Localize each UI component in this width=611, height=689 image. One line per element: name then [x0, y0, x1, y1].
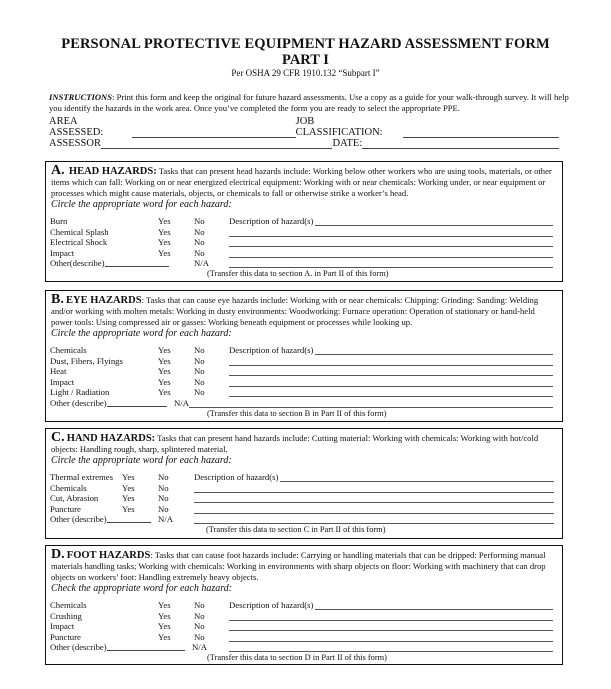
- other-label: Other (describe): [50, 642, 107, 652]
- no-option[interactable]: No: [194, 387, 205, 397]
- section-hand-hazards: [45, 428, 563, 539]
- hazard-row: [46, 345, 562, 356]
- hazard-row: [46, 387, 562, 398]
- yes-option[interactable]: Yes: [158, 355, 171, 366]
- description-label: Description of hazard(s): [194, 472, 279, 482]
- yes-option[interactable]: Yes: [158, 610, 171, 621]
- no-option[interactable]: No: [158, 472, 169, 482]
- section-description: Tasks that can present head hazards include: Working below other workers who are using tools, materials, or other items which can fall: Working on or near energized electrical equipment: Working with or near chemicals: Working under, or near equipment or processes which might cause materials, objects, or chemicals to fall or otherwise strike a worker’s head.: [51, 166, 552, 198]
- hazard-rows: [46, 472, 562, 534]
- description-field[interactable]: [315, 345, 553, 355]
- hazard-label: Puncture: [50, 631, 81, 642]
- no-option[interactable]: No: [194, 237, 205, 247]
- form-part: PART I: [282, 52, 329, 68]
- hazard-label: Chemicals: [50, 600, 87, 610]
- description-label: Description of hazard(s): [229, 600, 314, 610]
- hazard-row-other: [46, 258, 562, 269]
- section-letter: B.: [51, 292, 64, 307]
- hazard-row: [46, 600, 562, 611]
- yes-option[interactable]: Yes: [122, 482, 135, 493]
- no-option[interactable]: No: [194, 355, 205, 366]
- description-field[interactable]: [194, 504, 554, 514]
- description-field[interactable]: [194, 514, 554, 524]
- section-name: HEAD HAZARDS:: [68, 166, 157, 177]
- no-option[interactable]: No: [158, 493, 169, 503]
- hazard-label: Heat: [50, 366, 67, 376]
- description-field[interactable]: [229, 258, 553, 268]
- hazard-label: Cut, Abrasion: [50, 493, 99, 503]
- hazard-rows: [46, 216, 562, 278]
- section-description: : Tasks that can cause foot hazards include: Carrying or handling materials that can be dripped: Performing manual materials handling tasks; Working with chemicals: Working in environments with sharp objects on floor: Working with machinery that can drop objects on workers’ foot: Handling extremely heavy objects.: [51, 550, 546, 582]
- section-name: HAND HAZARDS:: [66, 433, 156, 444]
- job-classification-label: JOB CLASSIFICATION:: [295, 116, 383, 138]
- hazard-label: Electrical Shock: [50, 237, 108, 247]
- description-field[interactable]: [229, 611, 553, 621]
- section-instruction: Circle the appropriate word for each hazard:: [51, 199, 232, 210]
- form-title: PERSONAL PROTECTIVE EQUIPMENT HAZARD ASSESSMENT FORM: [61, 36, 550, 52]
- no-option[interactable]: No: [194, 216, 205, 226]
- no-option[interactable]: No: [194, 610, 205, 621]
- yes-option[interactable]: Yes: [122, 493, 135, 503]
- description-field[interactable]: [229, 366, 553, 376]
- date-label: DATE:: [332, 138, 363, 149]
- hazard-row: [46, 621, 562, 632]
- no-option[interactable]: No: [158, 482, 169, 493]
- hazard-label: Impact: [50, 376, 75, 387]
- hazard-label: Chemicals: [50, 345, 87, 355]
- yes-option[interactable]: Yes: [158, 376, 171, 387]
- description-field[interactable]: [280, 472, 554, 482]
- description-field[interactable]: [189, 398, 553, 408]
- yes-option[interactable]: Yes: [158, 387, 171, 397]
- hazard-row: [46, 237, 562, 248]
- yes-option[interactable]: Yes: [158, 366, 171, 376]
- yes-option[interactable]: Yes: [158, 345, 171, 355]
- description-field[interactable]: [229, 377, 553, 387]
- hazard-row: [46, 472, 562, 483]
- other-describe-field[interactable]: [107, 398, 167, 407]
- no-option[interactable]: No: [194, 376, 205, 387]
- yes-option[interactable]: Yes: [158, 600, 171, 610]
- description-label: Description of hazard(s): [229, 345, 314, 355]
- hazard-row: [46, 356, 562, 367]
- transfer-note: (Transfer this data to section B in Part II of this form): [207, 409, 387, 418]
- hazard-rows: [46, 345, 562, 418]
- section-instruction: Check the appropriate word for each hazard:: [51, 583, 233, 594]
- other-label: Other(describe): [50, 258, 105, 268]
- na-option[interactable]: N/A: [158, 514, 173, 524]
- section-eye-hazards: [45, 290, 563, 422]
- na-option[interactable]: N/A: [174, 397, 189, 408]
- other-label: Other (describe): [50, 398, 107, 408]
- description-field[interactable]: [229, 621, 553, 631]
- description-label: Description of hazard(s): [229, 216, 314, 226]
- hazard-label: Chemicals: [50, 482, 87, 493]
- section-name: EYE HAZARDS: [66, 295, 142, 306]
- no-option[interactable]: No: [194, 247, 205, 258]
- hazard-row: [46, 483, 562, 494]
- assessor-date-row: [49, 137, 559, 149]
- yes-option[interactable]: Yes: [158, 237, 171, 247]
- yes-option[interactable]: Yes: [158, 247, 171, 258]
- hazard-rows: [46, 600, 562, 662]
- hazard-label: Chemical Splash: [50, 226, 109, 237]
- description-field[interactable]: [229, 227, 553, 237]
- assessor-label: ASSESSOR: [49, 138, 101, 149]
- no-option[interactable]: No: [194, 366, 205, 376]
- section-description: : Tasks that can cause eye hazards include: Working with or near chemicals: Chipping: Grinding: Sanding: Welding and/or working with molten metals: Working in dusty environments: Woodworking: Furnace operation: Operation of stationary or hand-held power tools: Using compressed air or gasses: Working beneath equipment or processes while looking up.: [51, 295, 539, 327]
- date-field[interactable]: [362, 137, 559, 149]
- hazard-row: [46, 611, 562, 622]
- yes-option[interactable]: Yes: [158, 226, 171, 237]
- section-letter: A.: [51, 163, 65, 178]
- hazard-label: Puncture: [50, 503, 81, 514]
- section-instruction: Circle the appropriate word for each hazard:: [51, 455, 232, 466]
- hazard-row: [46, 493, 562, 504]
- description-field[interactable]: [194, 483, 554, 493]
- transfer-note: (Transfer this data to section D in Part II of this form): [207, 653, 387, 662]
- description-field[interactable]: [194, 493, 554, 503]
- other-describe-field[interactable]: [107, 514, 151, 523]
- area-assessed-label: AREA ASSESSED:: [49, 116, 104, 138]
- na-option[interactable]: N/A: [194, 258, 209, 268]
- yes-option[interactable]: Yes: [122, 472, 135, 482]
- no-option[interactable]: No: [194, 345, 205, 355]
- description-field[interactable]: [229, 237, 553, 247]
- hazard-label: Burn: [50, 216, 68, 226]
- hazard-row: [46, 248, 562, 259]
- section-foot-hazards: [45, 545, 563, 665]
- description-field[interactable]: [229, 632, 553, 642]
- hazard-label: Dust, Fibers, Flyings: [50, 355, 123, 366]
- other-describe-field[interactable]: [107, 642, 185, 651]
- yes-option[interactable]: Yes: [158, 621, 171, 631]
- instructions-label: INSTRUCTIONS: [49, 92, 113, 102]
- section-name: FOOT HAZARDS: [66, 550, 151, 561]
- hazard-row-other: [46, 642, 562, 653]
- hazard-row: [46, 632, 562, 643]
- hazard-row: [46, 216, 562, 227]
- hazard-row: [46, 377, 562, 388]
- hazard-row: [46, 504, 562, 515]
- description-field[interactable]: [229, 248, 553, 258]
- form-subtitle: Per OSHA 29 CFR 1910.132 “Subpart I”: [231, 68, 380, 78]
- transfer-note: (Transfer this data to section A. in Part II of this form): [207, 269, 389, 278]
- hazard-label: Light / Radiation: [50, 387, 110, 397]
- other-label: Other (describe): [50, 514, 107, 524]
- yes-option[interactable]: Yes: [122, 503, 135, 514]
- no-option[interactable]: No: [194, 226, 205, 237]
- description-field[interactable]: [315, 600, 553, 610]
- na-option[interactable]: N/A: [192, 642, 207, 652]
- hazard-label: Impact: [50, 621, 75, 631]
- description-field[interactable]: [229, 356, 553, 366]
- yes-option[interactable]: Yes: [158, 216, 171, 226]
- hazard-row-other: [46, 398, 562, 409]
- description-field[interactable]: [315, 216, 553, 226]
- section-letter: D.: [51, 547, 65, 562]
- hazard-row-other: [46, 514, 562, 525]
- description-field[interactable]: [229, 387, 553, 397]
- hazard-label: Impact: [50, 247, 75, 258]
- no-option[interactable]: No: [194, 621, 205, 631]
- section-instruction: Circle the appropriate word for each hazard:: [51, 328, 232, 339]
- section-head-hazards: [45, 161, 563, 282]
- hazard-row: [46, 366, 562, 377]
- description-field[interactable]: [229, 642, 553, 652]
- section-letter: C.: [51, 430, 65, 445]
- no-option[interactable]: No: [158, 503, 169, 514]
- area-job-row: [49, 116, 559, 138]
- section-description: Tasks that can present hand hazards include: Cutting material: Working with chemicals: Working with hot/cold objects: Handling rough, sharp, splintered material.: [51, 433, 539, 454]
- hazard-label: Thermal extremes: [50, 472, 113, 482]
- instructions-text: : Print this form and keep the original for future hazard assessments. Use a copy as a guide for your walk-through survey. It will help you identify the hazards in the work area. Once you’ve completed the form you are ready to select the appropriate PPE.: [49, 92, 569, 113]
- hazard-row: [46, 227, 562, 238]
- no-option[interactable]: No: [194, 600, 205, 610]
- other-describe-field[interactable]: [105, 258, 169, 267]
- no-option[interactable]: No: [194, 631, 205, 642]
- assessor-field[interactable]: [101, 137, 333, 149]
- instructions: [49, 92, 569, 114]
- yes-option[interactable]: Yes: [158, 631, 171, 642]
- transfer-note: (Transfer this data to section C in Part II of this form): [206, 525, 386, 534]
- hazard-label: Crushing: [50, 610, 82, 621]
